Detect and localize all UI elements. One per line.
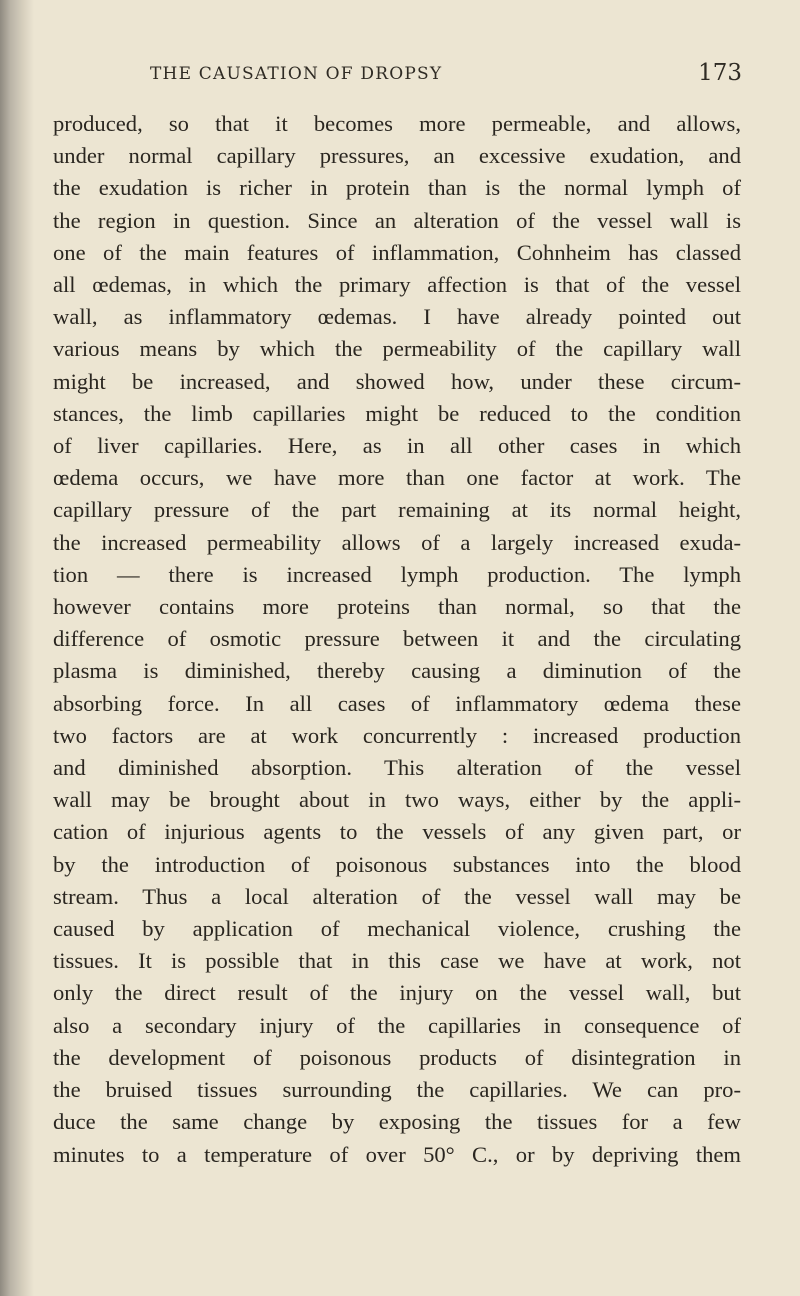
text-line: also a secondary injury of the capillaries in consequence of	[53, 1012, 741, 1038]
text-line: stances, the limb capillaries might be reduced to the condition	[53, 400, 741, 426]
text-line: œdema occurs, we have more than one factor at work. The	[53, 465, 741, 491]
text-line: difference of osmotic pressure between it and the circulating	[53, 626, 741, 652]
text-line: under normal capillary pressures, an excessive exudation, and	[53, 143, 741, 169]
text-line: the bruised tissues surrounding the capillaries. We can pro-	[53, 1077, 741, 1103]
page-header	[150, 60, 742, 94]
running-title: THE CAUSATION OF DROPSY	[150, 64, 443, 84]
text-line: caused by application of mechanical violence, crushing the	[53, 916, 741, 942]
text-line: however contains more proteins than normal, so that the	[53, 594, 741, 620]
text-line: two factors are at work concurrently : increased production	[53, 722, 741, 748]
body-paragraph	[53, 108, 741, 1171]
text-line: one of the main features of inflammation, Cohnheim has classed	[53, 239, 741, 265]
page-number: 173	[698, 60, 742, 86]
text-line: all œdemas, in which the primary affection is that of the vessel	[53, 272, 741, 298]
text-line: the increased permeability allows of a largely increased exuda-	[53, 529, 741, 555]
text-line: plasma is diminished, thereby causing a diminution of the	[53, 658, 741, 684]
book-spine-shadow	[0, 0, 34, 1296]
text-line: and diminished absorption. This alteration of the vessel	[53, 755, 741, 781]
text-line: stream. Thus a local alteration of the vessel wall may be	[53, 883, 741, 909]
text-line: the exudation is richer in protein than is the normal lymph of	[53, 175, 741, 201]
text-line: might be increased, and showed how, under these circum-	[53, 368, 741, 394]
text-line: cation of injurious agents to the vessels of any given part, or	[53, 819, 741, 845]
text-line: duce the same change by exposing the tissues for a few	[53, 1109, 741, 1135]
text-line: minutes to a temperature of over 50° C., or by depriving them	[53, 1141, 741, 1167]
text-line: absorbing force. In all cases of inflammatory œdema these	[53, 690, 741, 716]
text-line: wall may be brought about in two ways, either by the appli-	[53, 787, 741, 813]
text-line: tion — there is increased lymph production. The lymph	[53, 561, 741, 587]
text-line: various means by which the permeability of the capillary wall	[53, 336, 741, 362]
text-line: capillary pressure of the part remaining at its normal height,	[53, 497, 741, 523]
text-line: tissues. It is possible that in this case we have at work, not	[53, 948, 741, 974]
text-line: wall, as inflammatory œdemas. I have already pointed out	[53, 304, 741, 330]
text-line: the region in question. Since an alteration of the vessel wall is	[53, 207, 741, 233]
text-line: the development of poisonous products of disintegration in	[53, 1044, 741, 1070]
text-line: by the introduction of poisonous substances into the blood	[53, 851, 741, 877]
text-line: produced, so that it becomes more permeable, and allows,	[53, 111, 741, 136]
text-line: of liver capillaries. Here, as in all other cases in which	[53, 433, 741, 459]
text-line: only the direct result of the injury on the vessel wall, but	[53, 980, 741, 1006]
